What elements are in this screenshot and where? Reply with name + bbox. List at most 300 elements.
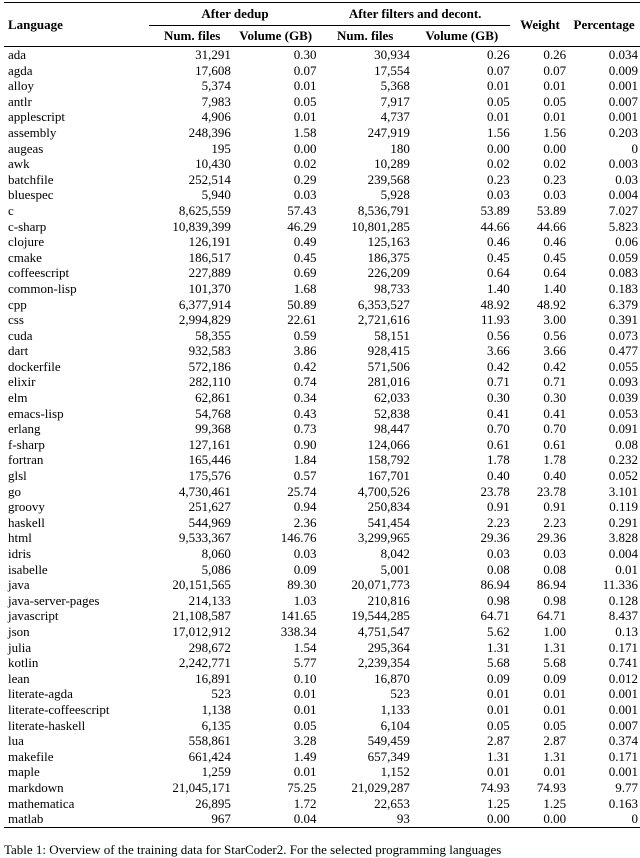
cell-num-files-filtered: 1,152 xyxy=(380,764,410,780)
cell-num-files-dedup: 21,045,171 xyxy=(172,779,231,795)
cell-percentage: 0.001 xyxy=(608,764,638,780)
cell-volume-dedup: 0.59 xyxy=(293,327,317,343)
cell-num-files-dedup: 932,583 xyxy=(188,343,231,359)
cell-volume-dedup: 0.10 xyxy=(293,670,317,686)
table-body xyxy=(4,47,640,828)
cell-volume-filtered: 44.66 xyxy=(480,218,510,234)
cell-num-files-dedup: 7,983 xyxy=(201,93,231,109)
cell-percentage: 5.823 xyxy=(608,218,638,234)
cell-volume-filtered: 0.71 xyxy=(486,374,510,390)
cell-volume-filtered: 0.98 xyxy=(486,592,510,608)
cell-percentage: 0.232 xyxy=(608,452,638,468)
cell-language: haskell xyxy=(8,514,45,530)
cell-num-files-filtered: 549,459 xyxy=(367,733,410,749)
cell-percentage: 0.083 xyxy=(608,265,638,281)
cell-volume-filtered: 0.01 xyxy=(486,764,510,780)
table-row xyxy=(4,686,640,702)
cell-num-files-dedup: 6,377,914 xyxy=(178,296,231,312)
cell-num-files-dedup: 523 xyxy=(211,686,231,702)
cell-volume-dedup: 146.76 xyxy=(280,530,317,546)
cell-language: assembly xyxy=(8,124,57,140)
cell-percentage: 0.183 xyxy=(608,280,638,296)
cell-num-files-dedup: 165,446 xyxy=(188,452,231,468)
header-language: Language xyxy=(4,3,149,47)
cell-language: f-sharp xyxy=(8,436,45,452)
cell-num-files-dedup: 4,730,461 xyxy=(178,483,231,499)
cell-percentage: 0.01 xyxy=(615,561,638,577)
cell-language: mathematica xyxy=(8,795,75,811)
cell-volume-dedup: 0.03 xyxy=(293,546,317,561)
cell-volume-dedup: 1.03 xyxy=(293,592,317,608)
cell-percentage: 0.001 xyxy=(608,78,638,94)
cell-num-files-dedup: 5,086 xyxy=(201,561,231,577)
table-row xyxy=(4,749,640,765)
cell-num-files-dedup: 20,151,565 xyxy=(172,577,231,593)
header-weight: Weight xyxy=(510,3,566,47)
cell-percentage: 0 xyxy=(566,811,640,827)
header-volume-filtered: Volume (GB) xyxy=(425,28,499,44)
cell-num-files-dedup: 17,012,912 xyxy=(172,623,231,639)
cell-num-files-filtered: 16,870 xyxy=(374,670,410,686)
cell-weight: 0.09 xyxy=(543,670,567,686)
cell-weight: 0.03 xyxy=(543,546,567,561)
cell-percentage: 0.163 xyxy=(608,795,638,811)
cell-volume-dedup: 0.01 xyxy=(293,686,317,702)
table-row xyxy=(4,624,640,640)
cell-weight: 2.23 xyxy=(543,514,567,530)
cell-percentage: 9.77 xyxy=(615,779,638,795)
cell-num-files-filtered: 295,364 xyxy=(367,639,410,655)
cell-language: literate-coffeescript xyxy=(8,701,110,717)
cell-volume-filtered: 0.30 xyxy=(486,390,510,406)
cell-weight: 1.25 xyxy=(543,795,567,811)
cell-weight: 0.00 xyxy=(510,811,566,827)
cell-language: makefile xyxy=(8,748,54,764)
cell-language: lua xyxy=(8,733,24,749)
cell-weight: 0.03 xyxy=(543,187,567,203)
cell-weight: 0.01 xyxy=(543,109,567,125)
cell-volume-filtered: 53.89 xyxy=(480,202,510,218)
cell-percentage: 0.119 xyxy=(609,499,638,515)
cell-num-files-dedup: 31,291 xyxy=(195,47,231,62)
cell-volume-dedup: 1.54 xyxy=(293,639,317,655)
cell-volume-filtered: 0.70 xyxy=(486,421,510,437)
cell-language: cpp xyxy=(8,296,27,312)
cell-percentage: 0.001 xyxy=(608,701,638,717)
cell-percentage: 0.003 xyxy=(608,156,638,172)
table-row xyxy=(4,702,640,718)
cell-num-files-dedup: 10,430 xyxy=(195,156,231,172)
cell-num-files-filtered: 928,415 xyxy=(367,343,410,359)
cell-language: elixir xyxy=(8,374,36,390)
cell-volume-filtered: 2.87 xyxy=(486,733,510,749)
table-row xyxy=(4,141,640,157)
cell-volume-dedup: 0.34 xyxy=(293,390,317,406)
cell-num-files-filtered: 62,033 xyxy=(374,390,410,406)
cell-weight: 29.36 xyxy=(536,530,567,546)
cell-volume-dedup: 25.74 xyxy=(287,483,317,499)
cell-language: emacs-lisp xyxy=(8,405,64,421)
cell-num-files-dedup: 251,627 xyxy=(188,499,231,515)
cell-volume-dedup: 1.84 xyxy=(293,452,317,468)
cell-language: isabelle xyxy=(8,561,48,577)
cell-volume-filtered: 0.41 xyxy=(486,405,510,421)
cell-weight: 0.01 xyxy=(543,686,567,702)
cell-volume-dedup: 0.49 xyxy=(293,234,317,250)
header-num-files-dedup: Num. files xyxy=(163,28,221,44)
table-row xyxy=(4,94,640,110)
header-group-after-dedup: After dedup xyxy=(149,3,316,26)
table-row xyxy=(4,47,640,63)
cell-percentage: 11.336 xyxy=(602,577,638,593)
cell-percentage: 0 xyxy=(631,140,638,156)
cell-language: literate-agda xyxy=(8,686,73,702)
cell-volume-filtered: 0.40 xyxy=(486,468,510,484)
cell-num-files-filtered: 93 xyxy=(317,811,410,827)
cell-percentage: 0.039 xyxy=(608,390,638,406)
cell-num-files-filtered: 5,368 xyxy=(380,78,410,94)
cell-percentage: 0.001 xyxy=(608,109,638,125)
cell-volume-dedup: 0.29 xyxy=(293,171,317,187)
cell-volume-filtered: 0.91 xyxy=(486,499,510,515)
cell-num-files-filtered: 6,353,527 xyxy=(357,296,410,312)
cell-percentage: 0.034 xyxy=(608,47,638,62)
cell-volume-filtered: 5.68 xyxy=(486,655,510,671)
cell-num-files-dedup: 2,242,771 xyxy=(178,655,231,671)
cell-volume-dedup: 1.49 xyxy=(293,748,317,764)
cell-num-files-dedup: 5,940 xyxy=(201,187,231,203)
table-row xyxy=(4,593,640,609)
cell-num-files-dedup: 101,370 xyxy=(188,280,231,296)
cell-num-files-filtered: 2,239,354 xyxy=(357,655,410,671)
cell-weight: 0.30 xyxy=(543,390,567,406)
cell-num-files-dedup: 127,161 xyxy=(188,436,231,452)
cell-language: batchfile xyxy=(8,171,54,187)
cell-language: fortran xyxy=(8,452,44,468)
cell-num-files-filtered: 523 xyxy=(390,686,410,702)
header-percentage: Percentage xyxy=(566,3,640,47)
cell-percentage: 0.093 xyxy=(608,374,638,390)
cell-num-files-dedup: 195 xyxy=(211,140,231,156)
cell-percentage: 3.828 xyxy=(608,530,638,546)
cell-language: ada xyxy=(8,47,27,62)
cell-language: cuda xyxy=(8,327,33,343)
cell-volume-filtered: 1.31 xyxy=(486,639,510,655)
cell-volume-dedup: 89.30 xyxy=(287,577,317,593)
header-group-after-filters: After filters and decont. xyxy=(317,3,510,26)
cell-num-files-filtered: 180 xyxy=(390,140,410,156)
cell-num-files-dedup: 282,110 xyxy=(189,374,231,390)
cell-volume-filtered: 0.03 xyxy=(486,187,510,203)
table-row xyxy=(4,655,640,671)
cell-weight: 64.71 xyxy=(536,608,567,624)
cell-volume-filtered: 0.05 xyxy=(486,93,510,109)
cell-volume-filtered: 0.00 xyxy=(486,140,510,156)
cell-weight: 0.01 xyxy=(543,764,567,780)
cell-num-files-filtered: 22,653 xyxy=(374,795,410,811)
cell-num-files-filtered: 10,801,285 xyxy=(351,218,410,234)
table-row xyxy=(4,250,640,266)
cell-volume-dedup: 2.36 xyxy=(293,514,317,530)
cell-volume-dedup: 0.30 xyxy=(293,47,317,62)
cell-num-files-filtered: 2,721,616 xyxy=(357,312,410,328)
cell-num-files-dedup: 16,891 xyxy=(195,670,231,686)
cell-language: maple xyxy=(8,764,40,780)
cell-num-files-filtered: 58,151 xyxy=(374,327,410,343)
table-row xyxy=(4,234,640,250)
cell-num-files-dedup: 252,514 xyxy=(188,171,231,187)
cell-percentage: 0.128 xyxy=(608,592,638,608)
table-row xyxy=(4,671,640,687)
cell-percentage: 0.741 xyxy=(608,655,638,671)
cell-weight: 1.31 xyxy=(543,639,567,655)
cell-language: java-server-pages xyxy=(8,592,100,608)
cell-percentage: 3.101 xyxy=(608,483,638,499)
cell-percentage: 0.007 xyxy=(608,93,638,109)
table-row xyxy=(4,577,640,593)
cell-language: javascript xyxy=(8,608,59,624)
cell-percentage: 0.053 xyxy=(608,405,638,421)
cell-num-files-dedup: 544,969 xyxy=(188,514,231,530)
cell-num-files-dedup: 99,368 xyxy=(195,421,231,437)
cell-weight: 0.26 xyxy=(543,47,567,62)
cell-num-files-dedup: 248,396 xyxy=(188,124,231,140)
cell-volume-filtered: 29.36 xyxy=(480,530,510,546)
table-row xyxy=(4,421,640,437)
cell-weight: 0.07 xyxy=(543,62,567,78)
cell-volume-filtered: 0.09 xyxy=(486,670,510,686)
table-row xyxy=(4,796,640,812)
cell-volume-dedup: 1.58 xyxy=(293,124,317,140)
cell-num-files-filtered: 186,375 xyxy=(367,249,410,265)
table-row xyxy=(4,187,640,203)
cell-volume-dedup: 0.57 xyxy=(293,468,317,484)
cell-language: html xyxy=(8,530,32,546)
table-row xyxy=(4,406,640,422)
table-row xyxy=(4,499,640,515)
cell-volume-dedup: 0.03 xyxy=(293,187,317,203)
cell-num-files-dedup: 17,608 xyxy=(195,62,231,78)
cell-volume-dedup: 5.77 xyxy=(293,655,317,671)
cell-weight: 0.91 xyxy=(543,499,567,515)
cell-num-files-filtered: 21,029,287 xyxy=(351,779,410,795)
cell-weight: 0.46 xyxy=(543,234,567,250)
cell-volume-dedup: 0.01 xyxy=(293,78,317,94)
cell-language: c xyxy=(8,202,14,218)
cell-weight: 0.45 xyxy=(543,249,567,265)
cell-weight: 3.66 xyxy=(543,343,567,359)
table-row xyxy=(4,312,640,328)
cell-num-files-dedup: 661,424 xyxy=(188,748,231,764)
cell-percentage: 0.06 xyxy=(615,234,638,250)
cell-percentage: 0.009 xyxy=(608,62,638,78)
cell-num-files-filtered: 8,536,791 xyxy=(357,202,410,218)
table-row xyxy=(4,203,640,219)
cell-language: groovy xyxy=(8,499,45,515)
table-row xyxy=(4,297,640,313)
cell-weight: 0.00 xyxy=(543,140,567,156)
cell-volume-dedup: 57.43 xyxy=(287,202,317,218)
cell-num-files-filtered: 210,816 xyxy=(367,592,410,608)
cell-num-files-filtered: 3,299,965 xyxy=(357,530,410,546)
cell-volume-filtered: 3.66 xyxy=(486,343,510,359)
cell-volume-filtered: 0.08 xyxy=(486,561,510,577)
table-row xyxy=(4,811,640,827)
cell-weight: 0.05 xyxy=(543,93,567,109)
cell-percentage: 0.004 xyxy=(608,546,638,561)
table-row xyxy=(4,780,640,796)
cell-language: java xyxy=(8,577,30,593)
table-row xyxy=(4,343,640,359)
cell-percentage: 0.171 xyxy=(608,639,638,655)
cell-volume-filtered: 0.56 xyxy=(486,327,510,343)
table-row xyxy=(4,562,640,578)
cell-num-files-filtered: 158,792 xyxy=(367,452,410,468)
cell-volume-filtered: 1.56 xyxy=(486,124,510,140)
cell-volume-filtered: 1.31 xyxy=(486,748,510,764)
cell-volume-filtered: 23.78 xyxy=(480,483,510,499)
cell-num-files-filtered: 98,447 xyxy=(374,421,410,437)
cell-num-files-dedup: 1,138 xyxy=(201,701,231,717)
cell-num-files-dedup: 558,861 xyxy=(188,733,231,749)
table-row xyxy=(4,764,640,780)
cell-num-files-dedup: 126,191 xyxy=(188,234,231,250)
cell-volume-filtered: 0.23 xyxy=(486,171,510,187)
cell-language: glsl xyxy=(8,468,27,484)
cell-volume-filtered: 1.78 xyxy=(486,452,510,468)
cell-num-files-filtered: 52,838 xyxy=(374,405,410,421)
table-row xyxy=(4,608,640,624)
cell-num-files-dedup: 1,259 xyxy=(201,764,231,780)
cell-language: augeas xyxy=(8,140,44,156)
table-row xyxy=(4,390,640,406)
cell-num-files-filtered: 98,733 xyxy=(374,280,410,296)
cell-volume-dedup: 0.04 xyxy=(231,811,317,827)
cell-volume-filtered: 86.94 xyxy=(480,577,510,593)
cell-volume-dedup: 0.01 xyxy=(293,764,317,780)
cell-weight: 0.70 xyxy=(543,421,567,437)
table-row xyxy=(4,109,640,125)
cell-volume-filtered: 1.40 xyxy=(486,280,510,296)
cell-language: common-lisp xyxy=(8,280,77,296)
cell-num-files-filtered: 5,001 xyxy=(380,561,410,577)
cell-num-files-filtered: 239,568 xyxy=(367,171,410,187)
cell-num-files-dedup: 4,906 xyxy=(201,109,231,125)
cell-volume-dedup: 0.07 xyxy=(293,62,317,78)
cell-volume-dedup: 0.01 xyxy=(293,701,317,717)
cell-num-files-dedup: 186,517 xyxy=(188,249,231,265)
cell-language: antlr xyxy=(8,93,32,109)
header-volume-dedup: Volume (GB) xyxy=(239,28,313,44)
cell-percentage: 0.052 xyxy=(608,468,638,484)
cell-volume-dedup: 0.00 xyxy=(293,140,317,156)
cell-num-files-filtered: 5,928 xyxy=(380,187,410,203)
cell-volume-dedup: 0.69 xyxy=(293,265,317,281)
cell-num-files-filtered: 247,919 xyxy=(367,124,410,140)
cell-weight: 3.00 xyxy=(543,312,567,328)
cell-volume-dedup: 0.09 xyxy=(293,561,317,577)
cell-volume-dedup: 3.86 xyxy=(293,343,317,359)
cell-weight: 0.42 xyxy=(543,358,567,374)
cell-num-files-dedup: 62,861 xyxy=(195,390,231,406)
table-row xyxy=(4,328,640,344)
cell-weight: 2.87 xyxy=(543,733,567,749)
cell-volume-filtered: 5.62 xyxy=(486,623,510,639)
cell-weight: 74.93 xyxy=(536,779,567,795)
cell-percentage: 0.477 xyxy=(608,343,638,359)
cell-language: matlab xyxy=(4,811,149,827)
cell-percentage: 0.203 xyxy=(608,124,638,140)
cell-language: erlang xyxy=(8,421,41,437)
cell-num-files-dedup: 572,186 xyxy=(188,358,231,374)
cell-language: applescript xyxy=(8,109,66,125)
cell-volume-filtered: 0.46 xyxy=(486,234,510,250)
cell-volume-dedup: 22.61 xyxy=(287,312,317,328)
cell-volume-filtered: 0.01 xyxy=(486,686,510,702)
cell-num-files-filtered: 167,701 xyxy=(367,468,410,484)
cell-language: json xyxy=(8,623,30,639)
cell-volume-dedup: 338.34 xyxy=(280,623,317,639)
cell-num-files-dedup: 6,135 xyxy=(201,717,231,733)
cell-language: markdown xyxy=(8,779,64,795)
cell-volume-dedup: 0.45 xyxy=(293,249,317,265)
cell-volume-filtered: 2.23 xyxy=(486,514,510,530)
table-row xyxy=(4,546,640,562)
table-row xyxy=(4,468,640,484)
cell-volume-dedup: 0.73 xyxy=(293,421,317,437)
cell-percentage: 0.171 xyxy=(608,748,638,764)
cell-percentage: 6.379 xyxy=(608,296,638,312)
cell-percentage: 0.055 xyxy=(608,358,638,374)
table-row xyxy=(4,172,640,188)
cell-language: css xyxy=(8,312,24,328)
cell-percentage: 8.437 xyxy=(608,608,638,624)
cell-num-files-dedup: 2,994,829 xyxy=(178,312,231,328)
cell-weight: 53.89 xyxy=(536,202,567,218)
cell-volume-dedup: 0.05 xyxy=(293,93,317,109)
cell-weight: 0.64 xyxy=(543,265,567,281)
cell-num-files-filtered: 4,751,547 xyxy=(357,623,410,639)
cell-num-files-dedup: 967 xyxy=(149,811,230,827)
cell-volume-filtered: 0.03 xyxy=(486,546,510,561)
cell-num-files-dedup: 10,839,399 xyxy=(172,218,231,234)
table-row xyxy=(4,437,640,453)
cell-volume-dedup: 50.89 xyxy=(287,296,317,312)
cell-volume-dedup: 75.25 xyxy=(287,779,317,795)
cell-num-files-filtered: 30,934 xyxy=(374,47,410,62)
cell-weight: 1.78 xyxy=(543,452,567,468)
cell-volume-filtered: 64.71 xyxy=(480,608,510,624)
cell-num-files-dedup: 214,133 xyxy=(188,592,231,608)
cell-num-files-dedup: 8,060 xyxy=(201,546,231,561)
cell-language: dockerfile xyxy=(8,358,61,374)
cell-language: bluespec xyxy=(8,187,54,203)
cell-volume-filtered: 0.05 xyxy=(486,717,510,733)
cell-volume-dedup: 0.43 xyxy=(293,405,317,421)
cell-language: kotlin xyxy=(8,655,39,671)
cell-num-files-filtered: 20,071,773 xyxy=(351,577,410,593)
cell-volume-dedup: 0.01 xyxy=(293,109,317,125)
cell-weight: 0.71 xyxy=(543,374,567,390)
cell-num-files-filtered: 541,454 xyxy=(367,514,410,530)
cell-num-files-dedup: 8,625,559 xyxy=(178,202,231,218)
cell-weight: 5.68 xyxy=(543,655,567,671)
cell-num-files-filtered: 281,016 xyxy=(367,374,410,390)
cell-percentage: 0.291 xyxy=(608,514,638,530)
cell-weight: 1.00 xyxy=(543,623,567,639)
cell-weight: 0.61 xyxy=(543,436,567,452)
cell-volume-dedup: 0.90 xyxy=(293,436,317,452)
